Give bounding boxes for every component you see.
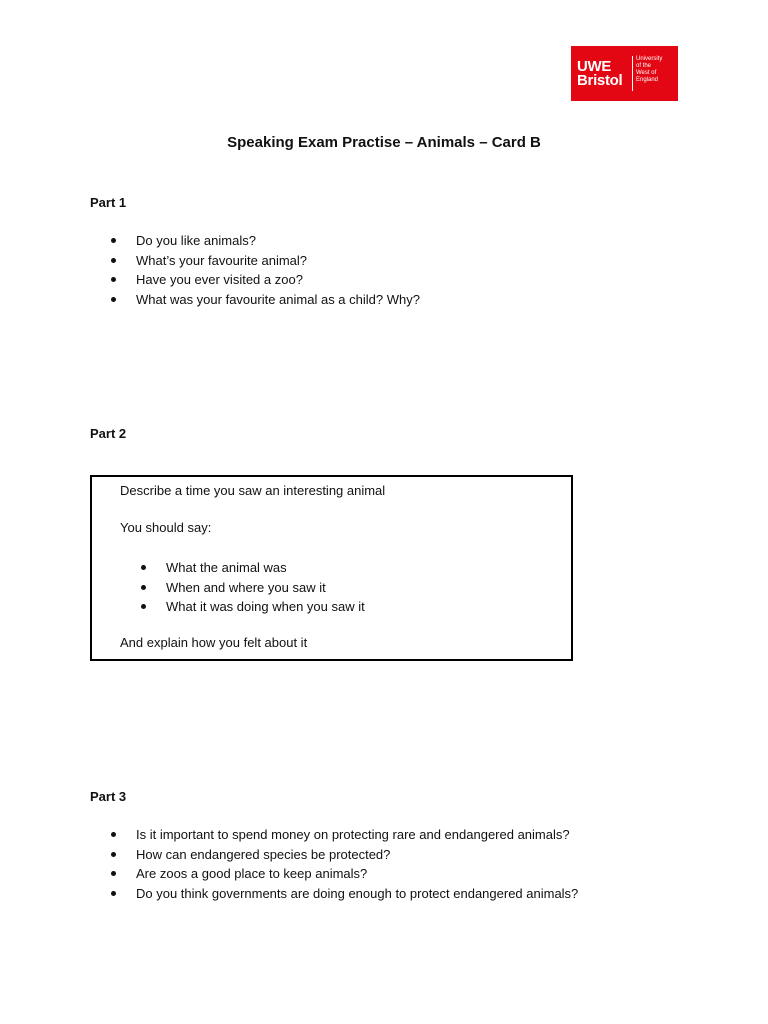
part-2-heading: Part 2 (90, 426, 127, 441)
cue-card-points (140, 558, 365, 617)
question-text: Do you like animals? (136, 233, 256, 248)
bullet-icon (111, 297, 116, 302)
list-item (110, 270, 420, 290)
question-text: How can endangered species be protected? (136, 846, 391, 862)
bullet-icon (111, 277, 116, 282)
list-item (110, 290, 420, 310)
question-text: Do you think governments are doing enough to protect endangered animals? (136, 886, 579, 902)
part-3-question-list (110, 825, 578, 904)
part-1-heading: Part 1 (90, 195, 127, 210)
bullet-icon (111, 258, 116, 263)
list-item (110, 845, 578, 865)
logo-small-line: West of (636, 70, 657, 76)
part-1-question-list (110, 231, 420, 310)
list-item (140, 558, 365, 578)
logo-wordmark (577, 60, 622, 88)
cue-card-closing: And explain how you felt about it (120, 635, 308, 650)
logo-small-line: England (636, 77, 659, 83)
list-item (110, 251, 420, 271)
question-text: What’s your favourite animal? (136, 252, 308, 268)
cue-point-text: When and where you saw it (166, 579, 326, 595)
question-text: Have you ever visited a zoo? (136, 272, 303, 288)
logo-divider (632, 56, 633, 91)
list-item (110, 231, 420, 251)
bullet-icon (111, 891, 116, 896)
bullet-icon (141, 604, 146, 609)
logo-small-line: University (636, 56, 663, 62)
cue-point-text: What it was doing when you saw it (166, 599, 365, 615)
question-text: Are zoos a good place to keep animals? (136, 866, 368, 882)
logo-subtitle (636, 56, 662, 84)
cue-card-task: Describe a time you saw an interesting animal (120, 483, 386, 498)
cue-card-box (90, 475, 573, 661)
bullet-icon (141, 565, 146, 570)
bullet-icon (111, 871, 116, 876)
page-title: Speaking Exam Practise – Animals – Card B (227, 134, 541, 151)
list-item (140, 578, 365, 598)
bullet-icon (111, 238, 116, 243)
logo-line-1: UWE (577, 58, 612, 75)
list-item (110, 884, 578, 904)
uwe-bristol-logo (571, 46, 678, 101)
bullet-icon (111, 832, 116, 837)
list-item (110, 825, 578, 845)
list-item (110, 864, 578, 884)
list-item (140, 597, 365, 617)
logo-line-2: Bristol (577, 72, 623, 89)
question-text: What was your favourite animal as a child? Why? (136, 292, 420, 308)
logo-small-line: of the (636, 63, 652, 69)
cue-point-text: What the animal was (166, 560, 287, 575)
bullet-icon (141, 585, 146, 590)
part-3-heading: Part 3 (90, 789, 127, 804)
cue-card-should-say: You should say: (120, 520, 212, 535)
bullet-icon (111, 852, 116, 857)
question-text: Is it important to spend money on protecting rare and endangered animals? (136, 827, 570, 842)
